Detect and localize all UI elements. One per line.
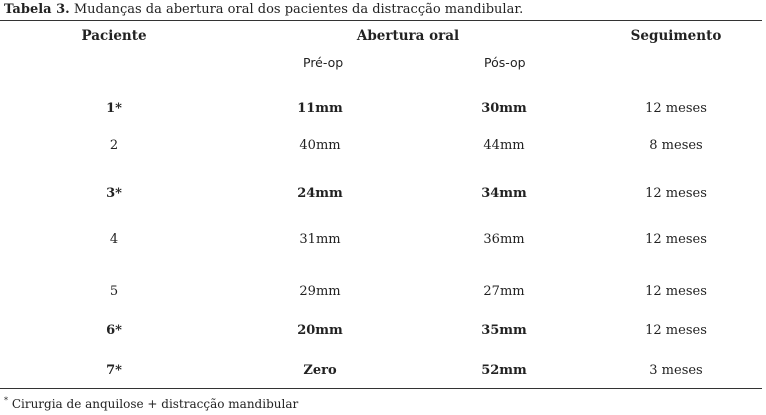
header-preop: Pré-op — [303, 55, 344, 70]
header-patient: Paciente — [81, 28, 147, 44]
followup-cell: 12 meses — [645, 284, 707, 299]
preop-cell: 20mm — [297, 323, 343, 338]
followup-cell: 12 meses — [645, 186, 707, 201]
header-oral-opening: Abertura oral — [356, 28, 460, 44]
preop-cell: 11mm — [297, 101, 343, 116]
followup-cell: 12 meses — [645, 101, 707, 116]
patient-cell: 7* — [106, 363, 122, 378]
patient-cell: 2 — [109, 138, 119, 153]
postop-cell: 52mm — [481, 363, 527, 378]
postop-cell: 27mm — [483, 284, 525, 299]
postop-cell: 30mm — [481, 101, 527, 116]
footnote — [4, 396, 298, 411]
postop-cell: 34mm — [481, 186, 527, 201]
patient-cell: 6* — [106, 323, 122, 338]
table-caption — [4, 2, 523, 17]
patient-cell: 4 — [109, 232, 119, 247]
bottom-rule — [0, 388, 762, 389]
caption-text: Mudanças da abertura oral dos pacientes da distracção mandibular. — [69, 2, 524, 17]
patient-cell: 5 — [109, 284, 119, 299]
followup-cell: 8 meses — [649, 138, 703, 153]
preop-cell: 29mm — [299, 284, 341, 299]
followup-cell: 3 meses — [649, 363, 703, 378]
preop-cell: 40mm — [299, 138, 341, 153]
preop-cell: 24mm — [297, 186, 343, 201]
postop-cell: 36mm — [483, 232, 525, 247]
followup-cell: 12 meses — [645, 323, 707, 338]
top-rule — [0, 20, 762, 21]
caption-label: Tabela 3. — [4, 2, 70, 17]
preop-cell: 31mm — [299, 232, 341, 247]
header-followup: Seguimento — [630, 28, 722, 44]
postop-cell: 35mm — [481, 323, 527, 338]
header-postop: Pós-op — [484, 55, 526, 70]
footnote-text: Cirurgia de anquilose + distracção mandibular — [8, 397, 299, 411]
patient-cell: 3* — [106, 186, 122, 201]
patient-cell: 1* — [106, 101, 122, 116]
postop-cell: 44mm — [483, 138, 525, 153]
footnote-mark: * — [4, 396, 8, 405]
preop-cell: Zero — [303, 363, 337, 378]
followup-cell: 12 meses — [645, 232, 707, 247]
